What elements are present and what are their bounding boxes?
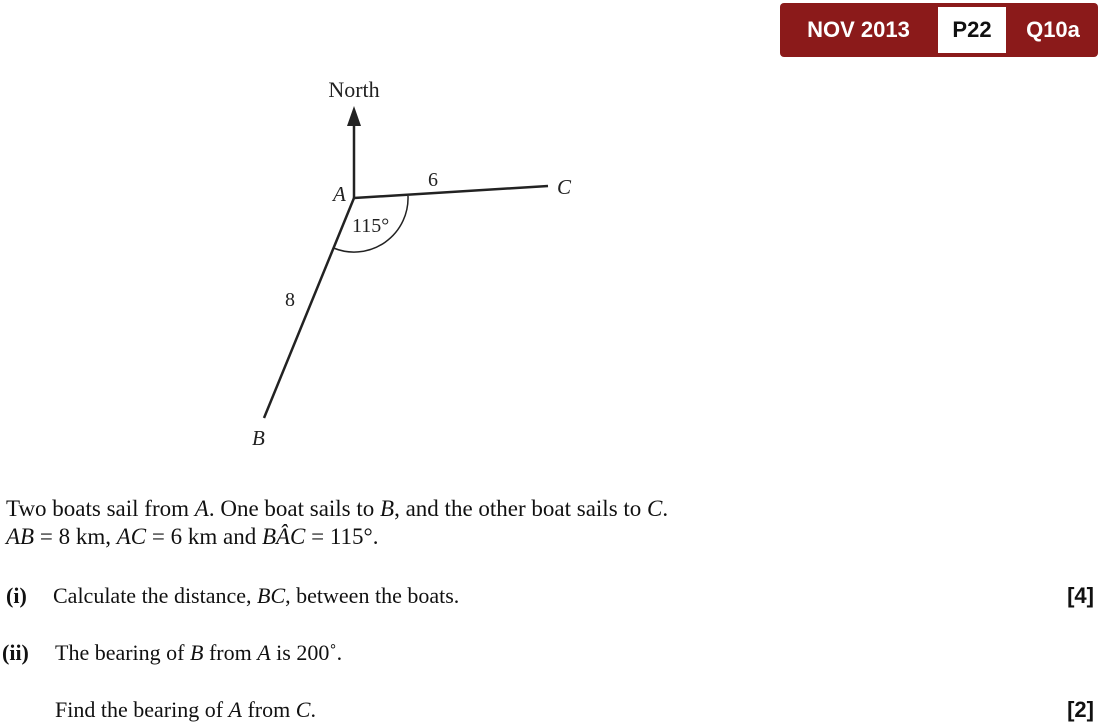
part-ii-label: (ii)	[2, 640, 29, 665]
angle-label: 115°	[352, 215, 390, 237]
intro-line-2: AB = 8 km, AC = 6 km and BÂC = 115°.	[6, 524, 379, 549]
part-i-label: (i)	[6, 583, 27, 608]
label-length-ab: 8	[285, 289, 295, 311]
north-arrow-head	[347, 106, 361, 126]
line-ac	[354, 186, 548, 198]
paper-number: P22	[938, 7, 1006, 53]
label-point-a: A	[333, 182, 346, 206]
part-ii-question: The bearing of B from A is 200˚.	[55, 640, 343, 665]
part-i-marks: [4]	[1067, 583, 1094, 608]
exam-date: NOV 2013	[807, 17, 910, 42]
label-point-c: C	[557, 175, 572, 199]
label-point-b: B	[252, 426, 265, 450]
intro-line-1: Two boats sail from A. One boat sails to B, and the other boat sails to C.	[6, 496, 669, 521]
label-length-ac: 6	[428, 169, 438, 191]
part-i-question: Calculate the distance, BC, between the boats.	[53, 583, 460, 608]
question-number: Q10a	[1026, 17, 1080, 42]
line-ab	[264, 198, 354, 418]
part-ii-task: Find the bearing of A from C.	[55, 697, 316, 722]
part-ii-marks: [2]	[1067, 697, 1094, 722]
north-label: North	[328, 77, 380, 102]
